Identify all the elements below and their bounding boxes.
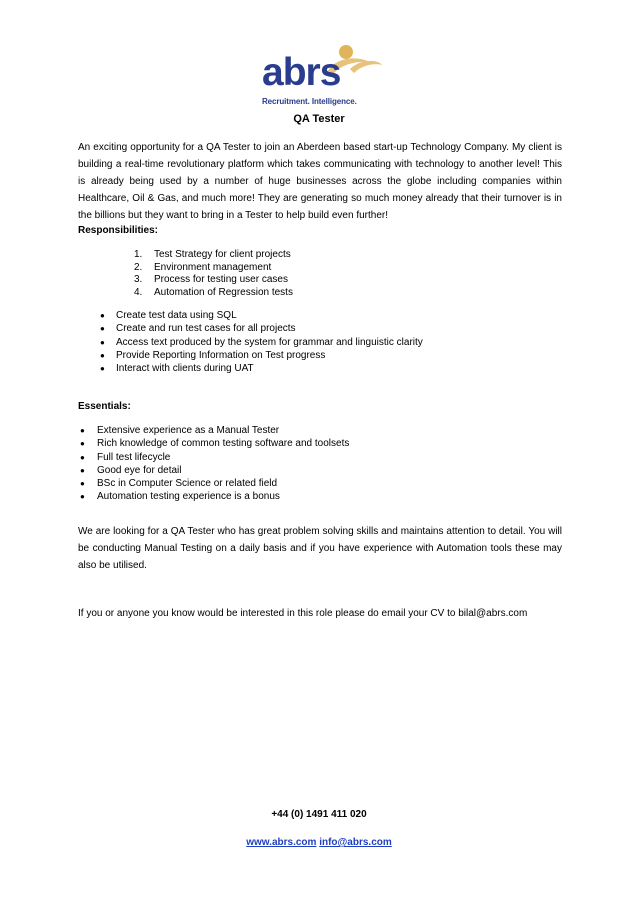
website-link[interactable]: www.abrs.com (246, 837, 317, 848)
bullet-icon: ● (80, 452, 85, 462)
list-item: ● Extensive experience as a Manual Tester (80, 425, 280, 436)
abrs-logo (258, 43, 383, 107)
looking-paragraph: We are looking for a QA Tester who has great problem solving skills and maintains attention to detail. You will be conducting Manual Testing on a daily basis and if you have experience with Automation tools these may also be utilised. (78, 526, 562, 571)
bullet-icon: ● (100, 337, 105, 347)
contact-paragraph: If you or anyone you know would be interested in this role please do email your CV to bilal@abrs.com (78, 608, 528, 619)
list-item: ● Rich knowledge of common testing software and toolsets (80, 438, 350, 450)
list-item: ● Access text produced by the system for grammar and linguistic clarity (100, 336, 423, 348)
list-item: 4. Automation of Regression tests (134, 286, 293, 298)
essentials-heading: Essentials: (78, 401, 131, 412)
bullet-icon: ● (80, 492, 85, 502)
email-link[interactable]: info@abrs.com (319, 837, 392, 848)
list-item: ● Good eye for detail (80, 464, 182, 476)
bullet-icon: ● (80, 479, 85, 489)
footer-links (0, 837, 638, 848)
logo-wordmark: abrs (262, 51, 341, 94)
list-item: ● Automation testing experience is a bonus (80, 491, 280, 503)
bullet-icon: ● (80, 439, 85, 449)
intro-paragraph: An exciting opportunity for a QA Tester to join an Aberdeen based start-up Technology Company. My client is building a real-time revolutionary platform which takes communicating with technology to another level! This is already being used by a number of huge businesses across the globe including companies within Healthcare, Oil & Gas, and much more! They are generating so much money already that their turnover is in the billions but they want to bring in a Tester to help build even further! (78, 142, 562, 221)
responsibilities-numbered-list (134, 249, 293, 299)
list-item: ● Provide Reporting Information on Test progress (100, 349, 326, 361)
bullet-icon: ● (100, 324, 105, 334)
responsibilities-heading: Responsibilities: (78, 225, 159, 236)
list-item: 1. Test Strategy for client projects (134, 249, 291, 260)
job-title: QA Tester (293, 113, 345, 125)
list-item: ● Create test data using SQL (100, 310, 237, 321)
list-item: 2. Environment management (134, 261, 272, 273)
footer-phone: +44 (0) 1491 411 020 (271, 809, 367, 820)
logo-tagline: Recruitment. Intelligence. (262, 97, 357, 106)
bullet-icon: ● (80, 465, 85, 475)
list-item: ● Full test lifecycle (80, 451, 171, 463)
responsibilities-bullet-list (100, 309, 423, 375)
list-item: ● BSc in Computer Science or related field (80, 478, 278, 490)
list-item: ● Create and run test cases for all projects (100, 323, 296, 335)
list-item: 3. Process for testing user cases (134, 274, 288, 285)
bullet-icon: ● (100, 311, 105, 320)
bullet-icon: ● (100, 364, 105, 374)
bullet-icon: ● (80, 426, 85, 435)
essentials-bullet-list (80, 424, 350, 504)
list-item: ● Interact with clients during UAT (100, 363, 254, 375)
bullet-icon: ● (100, 350, 105, 360)
